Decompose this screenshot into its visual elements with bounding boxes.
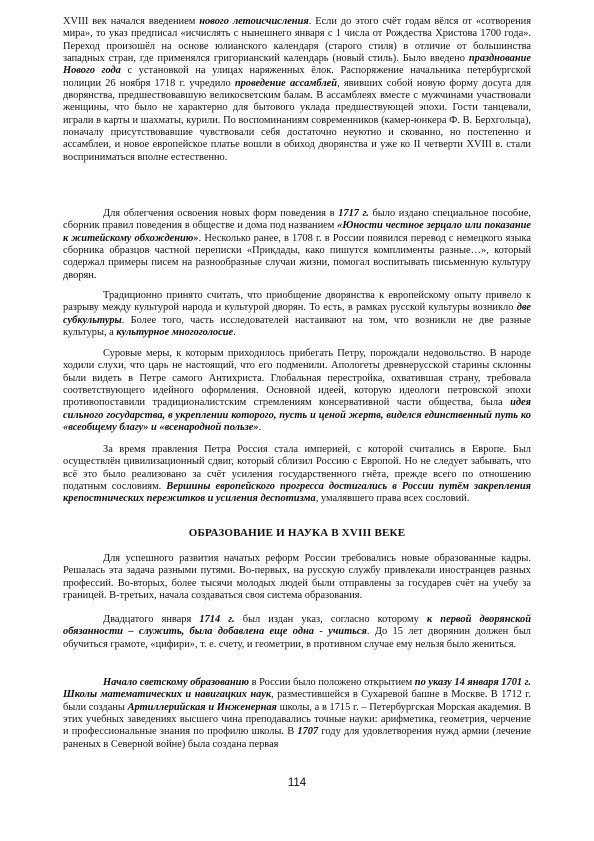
text-run: в России было положено открытием bbox=[249, 677, 415, 688]
paragraph-calendar-reform bbox=[63, 16, 531, 164]
text-run: было издано специальное пособие, сборник правил поведения в обществе и дома под названием bbox=[63, 208, 531, 232]
emphasis-year-1707: 1707 bbox=[297, 726, 319, 738]
emphasis-progress-despotism: Вершины европейского прогресса достигались в России путём закрепления крепостнических пережитков и усиления деспотизма bbox=[63, 481, 532, 505]
paragraph-subcultures bbox=[63, 290, 531, 339]
page-number: 114 bbox=[287, 777, 307, 789]
paragraph-empire bbox=[63, 444, 531, 506]
text-run: , разместившейся в Сухаревой башне в Москве. В 1712 г. были созданы bbox=[63, 689, 531, 713]
emphasis-new-calendar: нового летоисчисления bbox=[199, 16, 309, 27]
emphasis-new-year: празднование Нового года bbox=[63, 53, 531, 77]
section-heading: ОБРАЗОВАНИЕ И НАУКА В XVIII ВЕКЕ bbox=[188, 527, 406, 539]
text-run: году для удовлетворения нужд армии (лечение раненых в Северной войне) была создана первая bbox=[63, 726, 531, 750]
paragraph-education-needs bbox=[63, 553, 531, 602]
emphasis-book-title: «Юности честное зерцало или показание к житейскому обхождению» bbox=[63, 220, 531, 244]
text-run: За время правления Петра Россия стала империей, с которой считались в Европе. Был осуществлён цивилизационный сдвиг, который сблизил Россию с Европой. Но не следует забывать, что всё это было реализовано за счёт усиления государственного гнёта, прежде всего по отношению податным сословиям. bbox=[63, 444, 531, 493]
text-run: школы, а в 1715 г. – Петербургская Морская академия. В этих учебных заведениях высшего чина преподавались точные науки: арифметика, геометрия, черчение и профессиональные знания по профилю школы. В bbox=[63, 701, 531, 738]
emphasis-two-subcultures: две субкультуры bbox=[63, 302, 531, 326]
emphasis-year-1717: 1717 г. bbox=[338, 208, 369, 219]
text-run: . Если до этого счёт годам вёлся от «сотворения мира», то указ предписал «исчислять с нынешнего января с 1 числа от Рождества Христова 1700 года». Переход произошёл на основе юлианского календаря (старого стиля) в отличие от большинства западных стран, где применялся григорианский календарь (новый стиль). Было введено bbox=[63, 16, 531, 65]
emphasis-polyphony: культурное многоголосие bbox=[116, 327, 234, 339]
paragraph-etiquette-book bbox=[63, 208, 531, 282]
text-run: Двадцатого января bbox=[103, 614, 200, 625]
text-run: , умалявшего права всех сословий. bbox=[315, 493, 470, 505]
text-run: Суровые меры, к которым приходилось прибегать Петру, порождали недовольство. В народе ходили слухи, что царь не настоящий, что его подменили. Апологеты древнерусской старины склонны были видеть в Петре самого Антихриста. Глобальная перестройка, охватившая страну, требовала соответствующего идейного оформления. Основной идеей, которую идеологи петровской эпохи противопоставили традиционалистским стремлениям консервативной части общества, была bbox=[63, 348, 531, 409]
text-run: , явивших собой новую форму досуга для дворянства, предшествовавшую великосветским балам. В ассамблеях вместе с мужчинами участвовали женщины, что было не характерно для бытового уклада предшествующей эпохи. Гости танцевали, играли в карты и шахматы, курили. По воспоминаниям современников (камер-юнкера Ф. В. Берхгольца), поначалу присутствовавшие чувствовали себя достаточно неуютно и скованно, но постепенно и ассамблеи, и новое европейское платье вошли в обиход дворянства и уже ко II четверти XVIII в. стали восприниматься вполне естественно. bbox=[63, 77, 531, 163]
text-run: ХVIII век начался введением bbox=[63, 16, 200, 27]
paragraph-decree-1714 bbox=[63, 614, 531, 651]
emphasis-assemblies: проведение ассамблей bbox=[234, 77, 338, 89]
emphasis-strong-state-idea: идея сильного государства, в укреплении которого, пусть и ценой жертв, виделся единственный путь ко «всеобщему благу» и «всенародной пользе» bbox=[63, 397, 531, 434]
emphasis-secular-education: Начало светскому образованию bbox=[103, 677, 250, 688]
paragraph-discontent bbox=[63, 348, 531, 434]
text-run: был издан указ, согласно которому bbox=[234, 614, 427, 625]
text-run: Для облегчения освоения новых форм поведения в bbox=[103, 208, 339, 219]
emphasis-duty-to-study: к первой дворянской обязанности – служить, была добавлена еще одна - учиться bbox=[63, 614, 531, 638]
emphasis-artillery-engineering: Артиллерийская и Инженерная bbox=[127, 701, 277, 713]
emphasis-navigation-school: по указу 14 января 1701 г. Школы математических и навигацких наук bbox=[63, 677, 531, 701]
paragraph-secular-education bbox=[63, 677, 531, 751]
text-run: Для успешного развития начатых реформ России требовались новые образованные кадры. Решалась эта задача разными путями. Во-первых, на русскую службу привлекали иностранцев разных профессий. Во-вторых, более тысячи молодых людей были отправлены за государев счёт на учебу за границей. В-третьих, начала создаваться своя система образования. bbox=[63, 553, 531, 602]
text-run: . Более того, часть исследователей настаивают на том, что возникли не две разные культуры, а bbox=[63, 314, 531, 339]
text-run: . Несколько ранее, в 1708 г. в России появился перевод с немецкого языка сборника образцов частной переписки «Прикдады, како пишутся комплименты разные…», который содержал примеры писем на разнообразные случаи жизни, помогал воспитывать письменную культуру дворян. bbox=[63, 232, 532, 281]
text-run: Традиционно принято считать, что приобщение дворянства к европейскому опыту привело к разрыву между культурой народа и культурой дворян. То есть, в рамках русской культуры возникло bbox=[63, 290, 531, 314]
emphasis-year-1714: 1714 г. bbox=[199, 614, 235, 625]
text-run: с установкой на улицах наряженных ёлок. Распоряжение начальника петербургской полиции 26 ноября 1718 г. учредило bbox=[63, 65, 531, 89]
text-run: . До 15 лет дворянин должен был обучиться грамоте, «цифири», т. е. счету, и геометрии, в противном случае ему нельзя было жениться. bbox=[63, 626, 531, 650]
text-run: . bbox=[233, 327, 236, 339]
text-run: . bbox=[258, 422, 262, 434]
